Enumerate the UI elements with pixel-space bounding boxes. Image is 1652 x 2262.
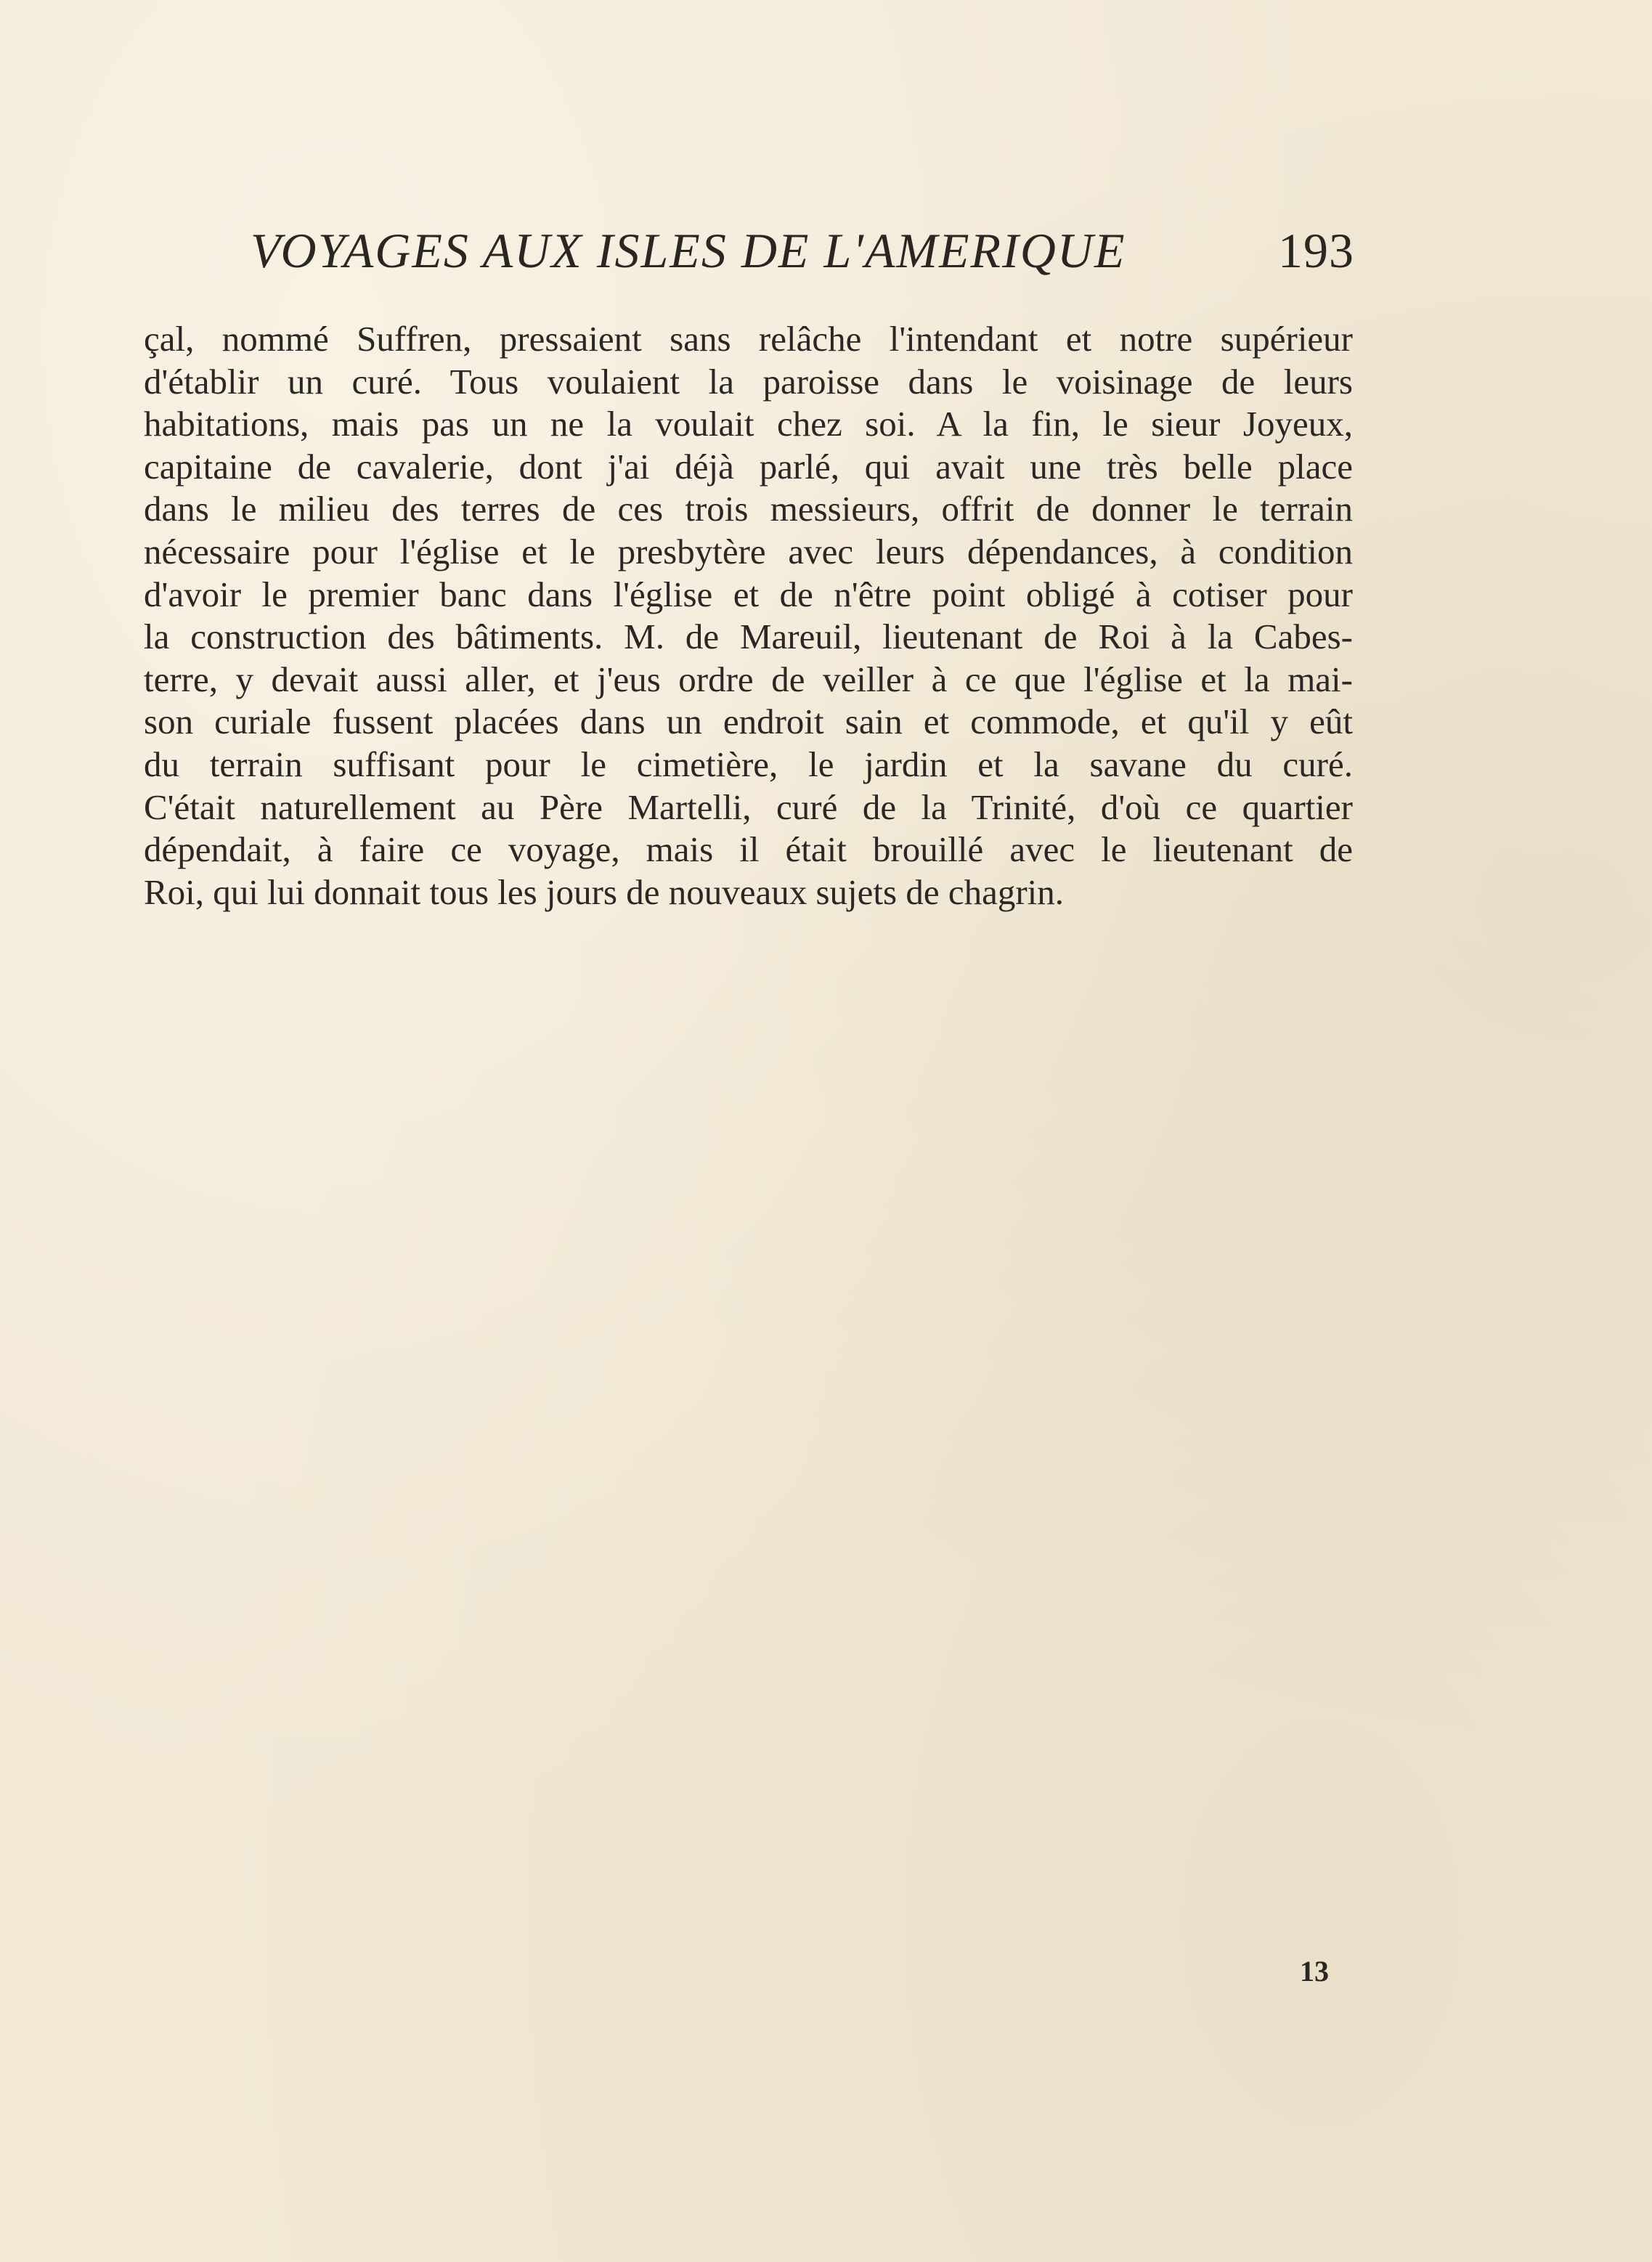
text-line: C'était naturellement au Père Martelli, curé de la Trinité, d'où ce quartier [144,786,1353,827]
text-line: capitaine de cavalerie, dont j'ai déjà parlé, qui avait une très belle place [144,446,1353,487]
text-line: dépendait, à faire ce voyage, mais il était brouillé avec le lieutenant de [144,829,1353,870]
text-line: habitations, mais pas un ne la voulait chez soi. A la fin, le sieur Joyeux, [144,404,1353,444]
page-number: 193 [1278,223,1354,278]
body-paragraph [144,318,1353,914]
text-line: Roi, qui lui donnait tous les jours de nouveaux sujets de chagrin. [144,871,1065,912]
running-head [251,221,1354,280]
text-line: d'établir un curé. Tous voulaient la paroisse dans le voisinage de leurs [144,361,1353,402]
text-line: nécessaire pour l'église et le presbytère avec leurs dépendances, à condition [144,531,1353,571]
signature-mark: 13 [1300,1955,1329,1988]
text-line: terre, y devait aussi aller, et j'eus ordre de veiller à ce que l'église et la mai- [144,659,1353,699]
running-head-title: VOYAGES AUX ISLES DE L'AMERIQUE [251,223,1126,278]
text-line: dans le milieu des terres de ces trois messieurs, offrit de donner le terrain [144,489,1353,529]
text-line: çal, nommé Suffren, pressaient sans relâche l'intendant et notre supérieur [144,319,1353,359]
text-line: son curiale fussent placées dans un endroit sain et commode, et qu'il y eût [144,701,1353,742]
text-line: d'avoir le premier banc dans l'église et de n'être point obligé à cotiser pour [144,574,1353,614]
text-line: du terrain suffisant pour le cimetière, le jardin et la savane du curé. [144,744,1353,784]
text-line: la construction des bâtiments. M. de Mareuil, lieutenant de Roi à la Cabes- [144,617,1353,657]
